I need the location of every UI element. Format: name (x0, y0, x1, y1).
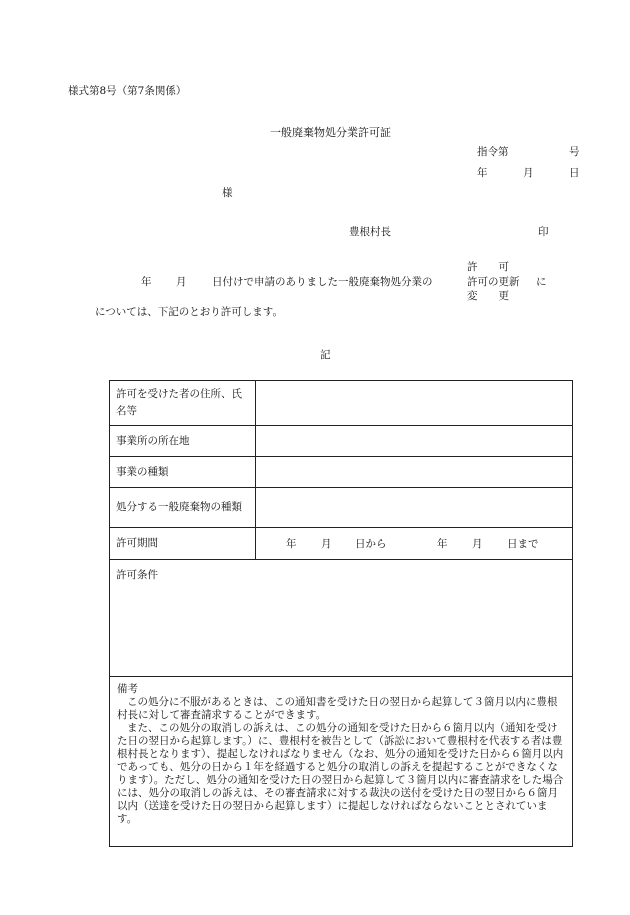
date-month: 月 (523, 167, 534, 179)
designation-suffix: 号 (569, 146, 580, 158)
period-from-month: 月 (321, 538, 332, 550)
period-from-day: 日から (355, 538, 387, 550)
application-month: 月 (176, 276, 187, 288)
date-year: 年 (477, 167, 488, 179)
note-heading: 記 (320, 349, 331, 361)
permit-conditions (110, 560, 573, 677)
holder-label: 許可を受けた者の住所、氏名等 (110, 381, 256, 426)
permit-period-value (256, 528, 573, 560)
period-to-day: 日まで (507, 538, 539, 550)
period-from-year: 年 (286, 538, 297, 550)
permit-period-label: 許可期間 (110, 528, 256, 560)
designation-prefix: 指令第 (477, 146, 509, 158)
permit-conditions-label: 許可条件 (116, 569, 158, 581)
sentence-end: については、下記のとおり許可します。 (95, 306, 283, 318)
option-renewal: 許可の更新 (467, 276, 520, 288)
addressee-suffix: 様 (222, 187, 233, 199)
remarks-label: 備考 (117, 683, 138, 695)
business-type-label: 事業の種類 (110, 457, 256, 488)
issuer-name: 豊根村長 (349, 226, 391, 238)
office-location-label: 事業所の所在地 (110, 426, 256, 457)
option-change: 変 更 (467, 290, 509, 302)
holder-value (256, 381, 573, 426)
date-day: 日 (569, 167, 580, 179)
period-to-year: 年 (437, 538, 448, 550)
option-suffix: に (536, 276, 547, 288)
application-sentence: 日付けで申請のありました一般廃棄物処分業の (212, 276, 433, 288)
office-location-value (256, 426, 573, 457)
remarks-paragraph-2: また、この処分の取消しの訴えは、この処分の通知を受けた日から６箇月以内（通知を受けた日の翌日から起算します。）に、豊根村を被告として（訴訟において豊根村を代表する者は豊根村長となります）、提起しなければなりません（なお、処分の通知を受けた日から６箇月以内であっても、処分の日から１年を経過すると処分の取消しの訴えを提起することができなくなります）。ただし、処分の通知を受けた日の翌日から起算して３箇月以内に審査請求をした場合には、処分の取消しの訴えは、その審査請求に対する裁決の送付を受けた日の翌日から６箇月以内（送達を受けた日の翌日から起算します）に提起しなければならないこととされています。 (117, 722, 564, 825)
seal-mark: 印 (538, 226, 549, 238)
waste-type-label: 処分する一般廃棄物の種類 (110, 488, 256, 528)
business-type-value (256, 457, 573, 488)
form-number: 様式第8号（第7条関係） (68, 85, 187, 97)
waste-type-value (256, 488, 573, 528)
remarks-section (110, 677, 573, 847)
document-title: 一般廃棄物処分業許可証 (270, 126, 391, 139)
option-permit: 許 可 (467, 261, 509, 273)
application-year: 年 (141, 276, 152, 288)
period-to-month: 月 (472, 538, 483, 550)
permit-table (109, 380, 573, 847)
remarks-paragraph-1: この処分に不服があるときは、この通知書を受けた日の翌日から起算して３箇月以内に豊根村長に対して審査請求することができます。 (117, 696, 558, 721)
